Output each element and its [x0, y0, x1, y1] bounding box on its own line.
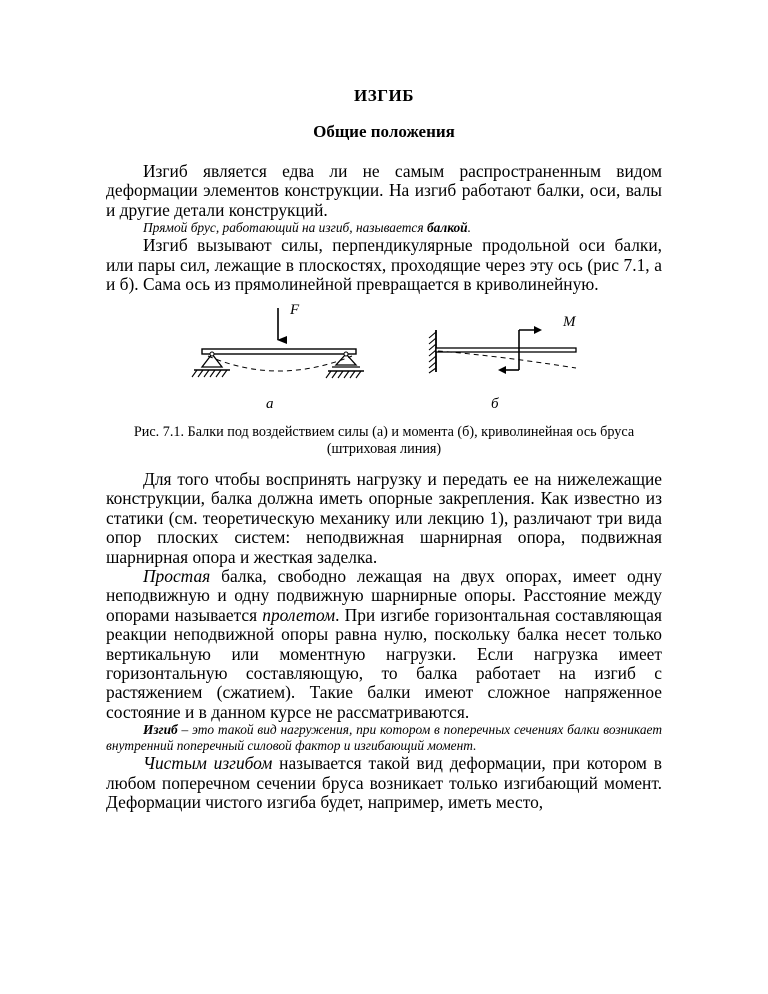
figure-7-1 — [180, 300, 600, 418]
moment-label: M — [563, 314, 576, 330]
beam-b — [436, 348, 576, 352]
diagram-b — [429, 326, 576, 374]
figure-caption: Рис. 7.1. Балки под воздействием силы (а) и момента (б), криволинейная ось бруса (штриховая линия) — [133, 424, 635, 457]
simple-beam-text-2: . При изгибе горизонтальная составляющая реакции неподвижной опоры равна нулю, поскольку балка несет только вертикальную или моментную нагрузки. Если нагрузка имеет горизонтальную составляющую, то балка работает на изгиб с растяжением (сжатием). Такие балки имеют сложное напряженное состояние и в данном курсе не рассматриваются. — [106, 604, 662, 722]
subfigure-label-b: б — [491, 396, 499, 412]
term-span: пролетом — [262, 604, 336, 625]
roller-support — [326, 352, 364, 378]
note-beam-definition — [106, 220, 662, 236]
paragraph-pure-bending — [106, 754, 662, 812]
subfigure-label-a: а — [266, 396, 274, 412]
term-simple: Простая — [143, 566, 211, 587]
paragraph-simple-beam — [106, 567, 662, 722]
deflected-axis-a — [208, 356, 352, 371]
wall-hatching — [429, 332, 436, 373]
note-bending-definition — [106, 722, 662, 754]
note-bending-text: – это такой вид нагружения, при котором в поперечных сечениях балки возникает внутренний поперечный силовой фактор и изгибающий момент. — [106, 722, 662, 754]
note-term-beam: балкой — [426, 220, 468, 236]
pinned-support — [192, 352, 230, 377]
term-pure-bending: Чистым изгибом — [143, 753, 273, 774]
deflected-axis-b — [438, 351, 576, 368]
paragraph-bending-intro: Изгиб является едва ли не самым распространенным видом деформации элементов конструкции. На изгиб работают балки, оси, валы и другие детали конструкций. — [106, 161, 662, 220]
paragraph-bending-causes: Изгиб вызывают силы, перпендикулярные продольной оси балки, или пары сил, лежащие в плоскостях, проходящие через эту ось (рис 7.1, а и б). Сама ось из прямолинейной превращается в криволинейную. — [106, 235, 662, 295]
section-title: Общие положения — [313, 122, 455, 141]
beam-diagrams — [180, 300, 600, 418]
note-text-post: . — [467, 220, 471, 236]
note-term-bending: Изгиб — [143, 722, 178, 738]
paragraph-supports: Для того чтобы воспринять нагрузку и передать ее на нижележащие конструкции, балка должна иметь опорные закрепления. Как известно из статики (см. теоретическую механику или лекцию 1), различают три вида опор плоских систем: неподвижная шарнирная опора, подвижная шарнирная опора и жесткая заделка. — [106, 469, 662, 567]
chapter-title: ИЗГИБ — [354, 86, 414, 105]
diagram-a — [192, 308, 364, 378]
force-label: F — [290, 302, 300, 318]
text-block-top — [106, 162, 662, 294]
beam-a — [202, 349, 356, 354]
text-block-bottom — [106, 470, 662, 813]
simple-beam-text-1: балка, свободно лежащая на двух опорах, имеет одну неподвижную и одну подвижную шарнирные опоры. Расстояние между опорами называется — [106, 566, 662, 625]
pure-bending-text: называется такой вид деформации, при котором в любом поперечном сечении бруса возникает только изгибающий момент. Деформации чистого изгиба будет, например, иметь место, — [106, 753, 662, 813]
note-text-pre: Прямой брус, работающий на изгиб, называется — [143, 220, 427, 236]
